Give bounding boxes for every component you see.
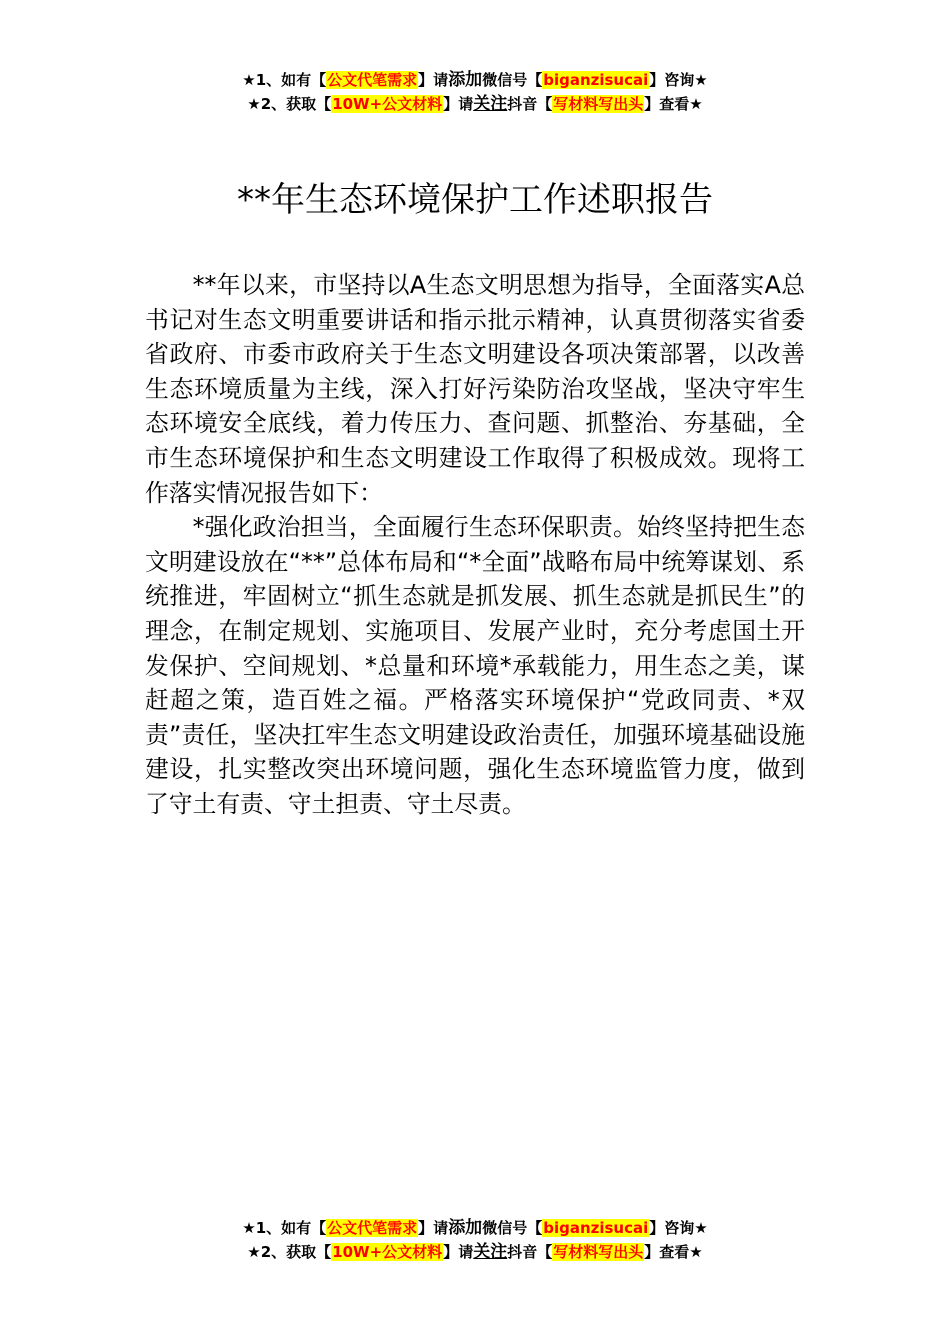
document-title: **年生态环境保护工作述职报告 bbox=[237, 180, 713, 220]
banner-text: 】查看★ bbox=[644, 1243, 703, 1261]
banner-line-1 bbox=[0, 1216, 950, 1240]
body-paragraph-1: **年以来，市坚持以A生态文明思想为指导，全面落实A总书记对生态文明重要讲话和指示批示精神，认真贯彻落实省委省政府、市委市政府关于生态文明建设各项决策部署，以改善生态环境质量为主线，深入打好污染防治攻坚战，坚决守牢生态环境安全底线，着力传压力、查问题、抓整治、夯基础，全市生态环境保护和生态文明建设工作取得了积极成效。现将工作落实情况报告如下： bbox=[145, 271, 805, 507]
banner-highlight: 公文代笔需求 bbox=[327, 1219, 418, 1237]
footer-banner bbox=[0, 1216, 950, 1264]
banner-text: ★1、如有【 bbox=[242, 71, 327, 89]
banner-text: 】请 bbox=[443, 95, 474, 113]
banner-text: 】咨询★ bbox=[649, 1219, 708, 1237]
banner-line-1 bbox=[0, 68, 950, 92]
banner-text: 微信号【 bbox=[482, 71, 543, 89]
banner-highlight: 10W+公文材料 bbox=[332, 95, 443, 113]
banner-highlight: 10W+公文材料 bbox=[332, 1243, 443, 1261]
banner-text: 】查看★ bbox=[644, 95, 703, 113]
banner-highlight-wechat: biganzisucai bbox=[543, 1219, 649, 1237]
banner-emphasis: 关注 bbox=[473, 1242, 508, 1262]
body-paragraph-2: *强化政治担当，全面履行生态环保职责。始终坚持把生态文明建设放在“**”总体布局和“*全面”战略布局中统筹谋划、系统推进，牢固树立“抓生态就是抓发展、抓生态就是抓民生”的理念，在制定规划、实施项目、发展产业时，充分考虑国土开发保护、空间规划、*总量和环境*承载能力，用生态之美，谋赶超之策，造百姓之福。严格落实环境保护“党政同责、*双责”责任，坚决扛牢生态文明建设政治责任，加强环境基础设施建设，扎实整改突出环境问题，强化生态环境监管力度，做到了守土有责、守土担责、守土尽责。 bbox=[145, 513, 805, 818]
banner-emphasis: 添加 bbox=[448, 70, 483, 90]
banner-text: 】请 bbox=[418, 1219, 449, 1237]
document-body bbox=[145, 268, 805, 822]
banner-text: ★2、获取【 bbox=[247, 95, 332, 113]
banner-text: ★1、如有【 bbox=[242, 1219, 327, 1237]
banner-text: 抖音【 bbox=[507, 95, 553, 113]
banner-line-2 bbox=[0, 1240, 950, 1264]
banner-text: 】请 bbox=[418, 71, 449, 89]
banner-text: 】请 bbox=[443, 1243, 474, 1261]
banner-emphasis: 关注 bbox=[473, 94, 508, 114]
banner-text: 微信号【 bbox=[482, 1219, 543, 1237]
banner-text: ★2、获取【 bbox=[247, 1243, 332, 1261]
banner-highlight-douyin: 写材料写出头 bbox=[553, 1243, 644, 1261]
banner-highlight-douyin: 写材料写出头 bbox=[553, 95, 644, 113]
banner-line-2 bbox=[0, 92, 950, 116]
banner-emphasis: 添加 bbox=[448, 1218, 483, 1238]
banner-highlight: 公文代笔需求 bbox=[327, 71, 418, 89]
banner-text: 】咨询★ bbox=[649, 71, 708, 89]
banner-text: 抖音【 bbox=[507, 1243, 553, 1261]
header-banner bbox=[0, 68, 950, 116]
banner-highlight-wechat: biganzisucai bbox=[543, 71, 649, 89]
